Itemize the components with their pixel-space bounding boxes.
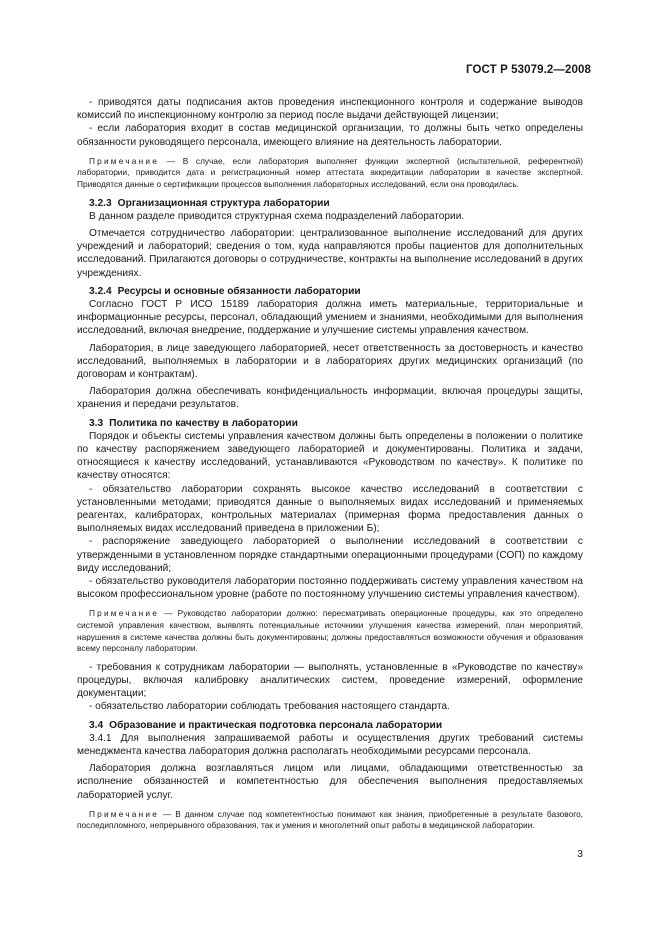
page-number: 3 (577, 848, 583, 860)
section-heading (77, 197, 583, 210)
section-title: Ресурсы и основные обязанности лаборатории (117, 285, 361, 297)
paragraph: - приводятся даты подписания актов проведения инспекционного контроля и содержание выводов комиссий по инспекционному контролю за период после выдачи действующей лицензии; (77, 97, 583, 122)
paragraph: Лаборатория, в лице заведующего лабораторией, несет ответственность за достоверность и качество исследований, выполняемых в лаборатории и в лабораториях других медицинских организаций (по договорам и контрактам). (77, 342, 583, 381)
section-number: 3.3 (89, 417, 104, 429)
section-heading (77, 719, 583, 732)
note (77, 608, 583, 654)
section-number: 3.2.3 (89, 197, 112, 209)
list-item: - распоряжение заведующего лабораторией о выполнении исследований в соответствии с утвержденными в установленном порядке стандартными операционными процедурами (СОП) по каждому виду исследований; (77, 536, 583, 574)
note-label: Примечание (89, 608, 160, 619)
section-number: 3.4 (89, 719, 104, 731)
paragraph: Отмечается сотрудничество лаборатории: централизованное выполнение исследований для других учреждений и лабораторий; сведения о том, куда направляются пробы пациентов для дополнительных исследований. Прилагаются договоры о сотрудничестве, контракты на выполнение исследований в других учреждениях. (77, 228, 583, 279)
list-item: - обязательство лаборатории соблюдать требования настоящего стандарта. (89, 701, 450, 713)
note (77, 156, 583, 191)
section-title: Образование и практическая подготовка персонала лаборатории (109, 719, 443, 731)
paragraph: Порядок и объекты системы управления качеством должны быть определены в положении о политике по качеству распоряжением заведующего лабораторией и документированы. Политика и задачи, относящиеся к качеству исследований, устанавливаются «Руководством по качеству». К политике по качеству относятся: (77, 430, 583, 482)
note-text: — В случае, если лаборатория выполняет функции экспертной (испытательной, референтной) лаборатории, приводится дата и регистрационный номер аттестата аккредитации лаборатории в качестве экспертной. Приводятся данные о сертификации процессов выполнения лабораторных исследований, если она проводилась. (77, 155, 583, 189)
note-text: — В данном случае под компетентностью понимают как знания, приобретенные в результате базового, последипломного, непрерывного образования, так и умения и многолетний опыт работы в медицинской лаборатории. (77, 808, 583, 831)
note-label: Примечание (89, 155, 160, 166)
document-code: ГОСТ Р 53079.2—2008 (466, 64, 591, 76)
section-title: Политика по качеству в лаборатории (109, 417, 298, 429)
document-body (77, 96, 583, 838)
paragraph: Лаборатория должна обеспечивать конфиденциальность информации, включая процедуры защиты, хранения и передачи результатов. (77, 386, 583, 411)
paragraph: 3.4.1 Для выполнения запрашиваемой работы и осуществления других требований системы менеджмента качества лаборатория должна располагать необходимыми ресурсами персонала. (77, 732, 583, 758)
list-item: - требования к сотрудникам лаборатории — выполнять, установленные в «Руководстве по качеству» процедуры, включая калибровку аналитических систем, проведение измерений, оформление документации; (77, 661, 583, 700)
list-item: - обязательство руководителя лаборатории постоянно поддерживать систему управления качеством на высоком профессиональном уровне (работе по постоянному улучшению системы управления качеством). (77, 576, 583, 601)
note-label: Примечание (89, 808, 160, 819)
paragraph: В данном разделе приводится структурная схема подразделений лаборатории. (89, 210, 465, 222)
section-title: Организационная структура лаборатории (117, 197, 330, 209)
paragraph: - если лаборатория входит в состав медицинской организации, то должны быть четко определены обязанности руководящего персонала, имеющего влияние на деятельность лаборатории. (77, 123, 583, 148)
section-number: 3.2.4 (89, 285, 112, 297)
note (77, 809, 583, 832)
section-heading (77, 417, 583, 430)
paragraph: Согласно ГОСТ Р ИСО 15189 лаборатория должна иметь материальные, территориальные и информационные ресурсы, персонал, обладающий умением и знаниями, необходимыми для выполнения исследований, включая внедрение, поддержание и улучшение системы управления качеством. (77, 299, 583, 337)
paragraph: Лаборатория должна возглавляться лицом или лицами, обладающими ответственностью за исполнение обязанностей и компетентностью для обеспечения выполнения предоставляемых лабораторией услуг. (77, 763, 583, 801)
note-text: — Руководство лаборатории должно: пересматривать операционные процедуры, как это определено системой управления качеством, выявлять потенциальные источники улучшения качества измерений, план мероприятий, нарушения в системе качества должны быть документированы; должны предоставляться возможности обучения и образования всему персоналу лаборатории. (77, 608, 583, 654)
list-item: - обязательство лаборатории сохранять высокое качество исследований в соответствии с установленными методами; приводятся данные о выполняемых видах исследований и применяемых реагентах, калибраторах, контрольных материалах (примерная форма предоставления данных о выполняемых видах исследований приведена в приложении Б); (77, 483, 583, 535)
section-heading (77, 285, 583, 298)
